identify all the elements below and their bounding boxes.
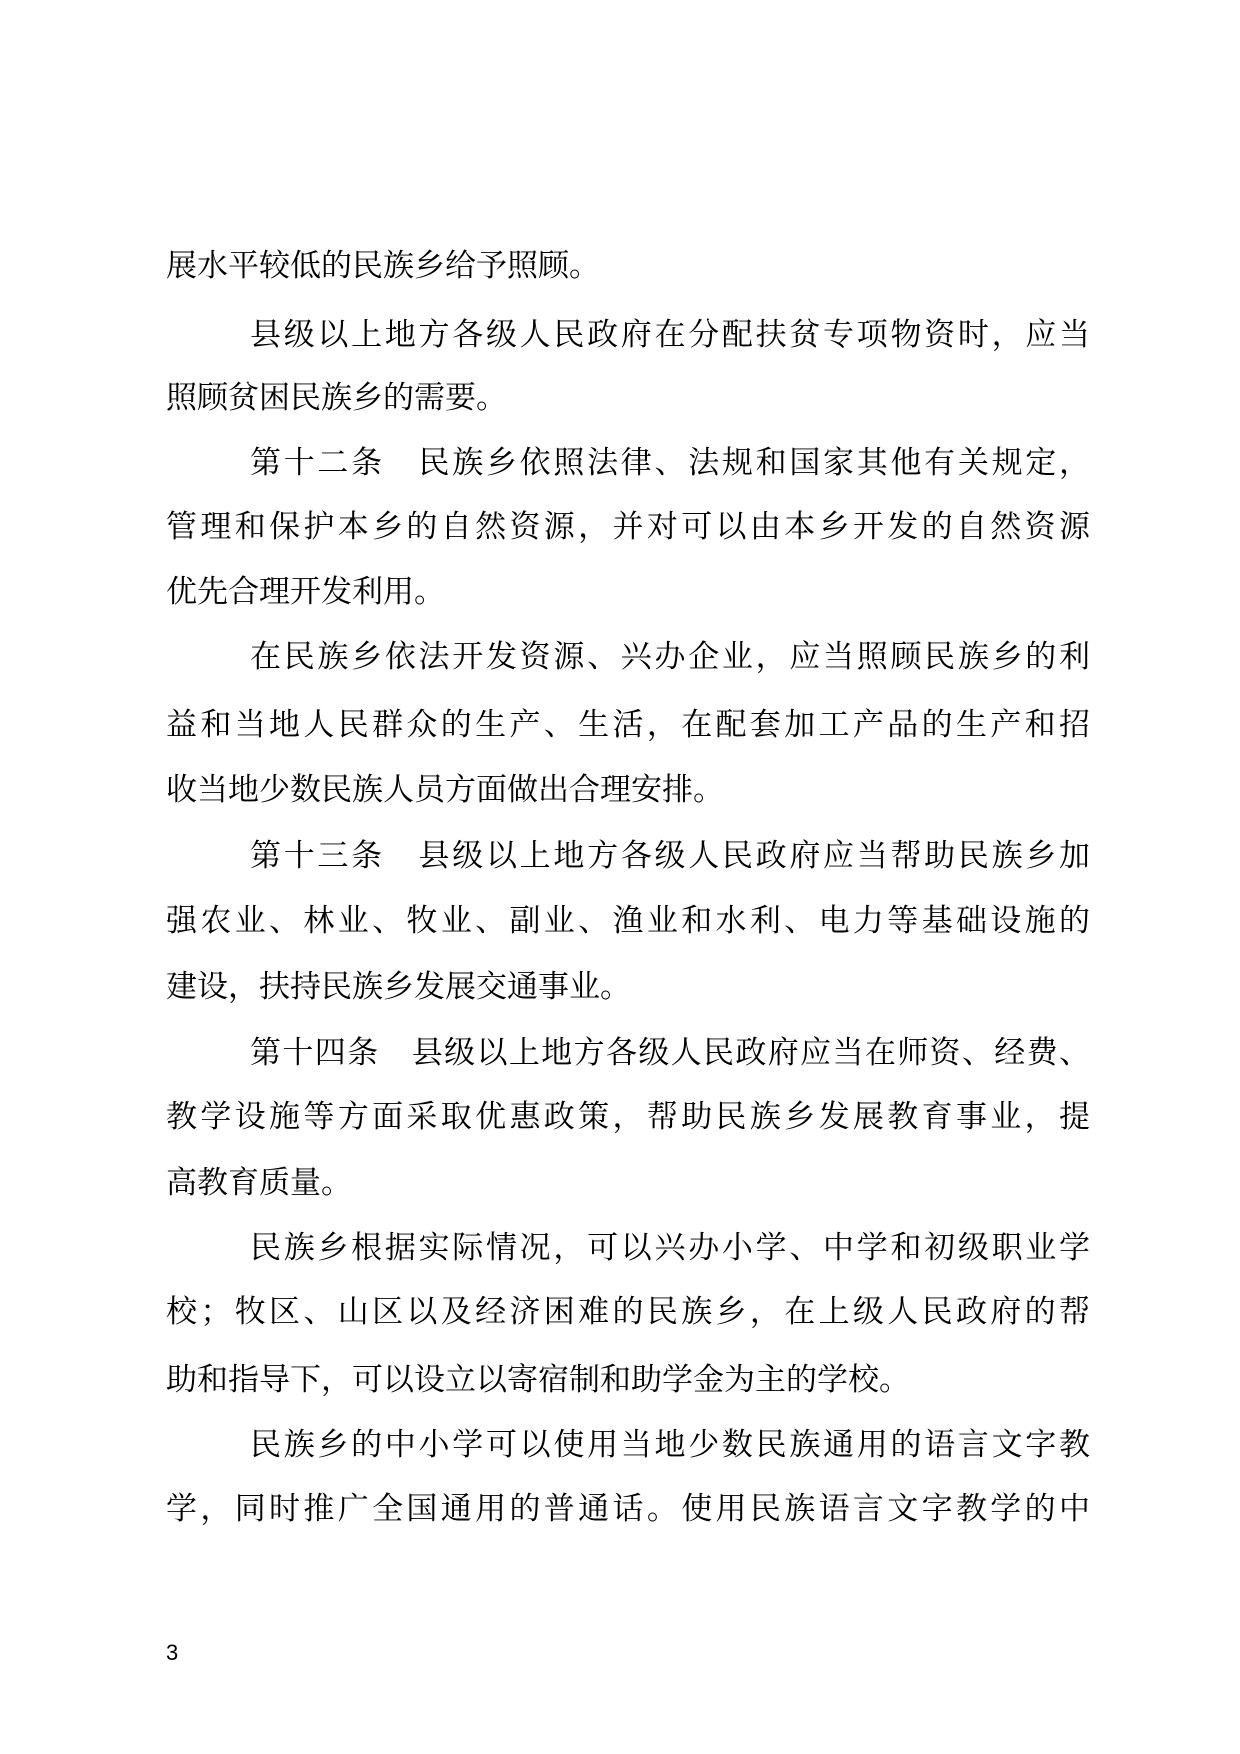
text-line: 益和当地人民群众的生产、生活，在配套加工产品的生产和招 [166,707,1090,743]
text-line: 高教育质量。 [166,1165,352,1201]
text-line: 第十二条 民族乡依照法律、法规和国家其他有关规定， [250,445,1090,481]
text-line: 第十四条 县级以上地方各级人民政府应当在师资、经费、 [250,1035,1090,1071]
text-line: 学，同时推广全国通用的普通话。使用民族语言文字教学的中 [166,1491,1090,1527]
text-line: 收当地少数民族人员方面做出合理安排。 [166,772,724,808]
text-line: 建设，扶持民族乡发展交通事业。 [166,969,631,1005]
page-number: 3 [166,1640,179,1665]
text-line: 在民族乡依法开发资源、兴办企业，应当照顾民族乡的利 [250,639,1090,675]
text-line: 强农业、林业、牧业、副业、渔业和水利、电力等基础设施的 [166,903,1090,939]
text-line: 民族乡的中小学可以使用当地少数民族通用的语言文字教 [250,1427,1090,1463]
text-line: 第十三条 县级以上地方各级人民政府应当帮助民族乡加 [250,838,1090,874]
text-line: 助和指导下，可以设立以寄宿制和助学金为主的学校。 [166,1362,910,1398]
text-line: 展水平较低的民族乡给予照顾。 [166,248,600,284]
text-line: 校；牧区、山区以及经济困难的民族乡，在上级人民政府的帮 [166,1294,1090,1330]
text-line: 管理和保护本乡的自然资源，并对可以由本乡开发的自然资源 [166,509,1090,545]
text-line: 照顾贫困民族乡的需要。 [166,380,507,416]
text-line: 县级以上地方各级人民政府在分配扶贫专项物资时，应当 [250,317,1090,353]
text-line: 教学设施等方面采取优惠政策，帮助民族乡发展教育事业，提 [166,1099,1090,1135]
text-line: 优先合理开发利用。 [166,574,445,610]
text-line: 民族乡根据实际情况，可以兴办小学、中学和初级职业学 [250,1230,1090,1266]
